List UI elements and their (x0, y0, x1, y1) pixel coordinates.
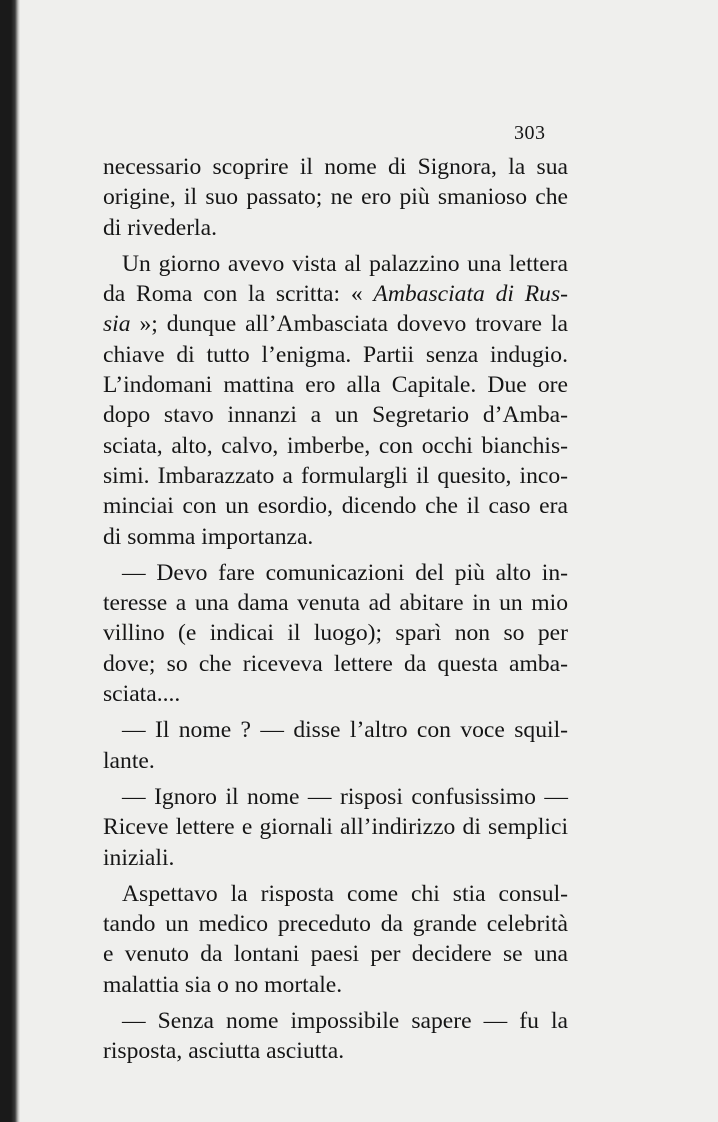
text-line: Riceve lettere e giornali all’indirizzo di semplici (103, 814, 568, 841)
text-segment: da Roma con la scritta: « (103, 281, 363, 308)
paragraph (103, 879, 568, 1000)
paragraph (103, 782, 568, 873)
paragraph (103, 1006, 568, 1067)
text-line: Un giorno avevo vista al palazzino una lettera (122, 250, 568, 277)
text-line: malattia sia o no mortale. (103, 971, 343, 998)
text-line: e venuto da lontani paesi per decidere se una (103, 941, 568, 968)
paragraph (103, 152, 568, 243)
text-line: teresse a una dama venuta ad abitare in un mio (103, 590, 568, 617)
text-line: risposta, asciutta asciutta. (103, 1038, 345, 1065)
text-line: L’indomani mattina ero alla Capitale. Due ore (103, 372, 568, 399)
paragraph (103, 249, 568, 552)
paragraph (103, 715, 568, 776)
text-line: di rivederla. (103, 214, 217, 241)
text-line: — Devo fare comunicazioni del più alto in- (122, 559, 568, 586)
text-line: dove; so che riceveva lettere da questa amba- (103, 650, 568, 677)
text-line (103, 309, 568, 339)
text-line: chiave di tutto l’enigma. Partii senza indugio. (103, 341, 568, 368)
page-number: 303 (514, 122, 546, 144)
page-binding-edge (0, 0, 20, 1122)
text-line: lante. (103, 747, 155, 774)
text-line: dopo stavo innanzi a un Segretario d’Amba- (103, 402, 568, 429)
text-line: Aspettavo la risposta come chi stia consul- (122, 880, 568, 907)
text-line (103, 279, 568, 309)
text-line: iniziali. (103, 844, 175, 871)
text-line: tando un medico preceduto da grande celebrità (103, 911, 568, 938)
text-line: sciata.... (103, 681, 181, 708)
text-line: origine, il suo passato; ne ero più smanioso che (103, 184, 568, 211)
text-line: necessario scoprire il nome di Signora, la sua (103, 154, 568, 180)
body-text (103, 152, 568, 1073)
text-line: minciai con un esordio, dicendo che il caso era (103, 493, 568, 520)
paragraph (103, 558, 568, 709)
text-line: villino (e indicai il luogo); sparì non so per (103, 620, 568, 647)
italic-segment: Ambasciata di Rus- (373, 281, 568, 308)
text-line: — Il nome ? — disse l’altro con voce squil- (122, 717, 568, 744)
text-line: — Senza nome impossibile sapere — fu la (122, 1008, 568, 1035)
text-line: simi. Imbarazzato a formulargli il quesito, inco- (103, 462, 568, 489)
text-segment: »; dunque all’Ambasciata dovevo trovare la (139, 311, 568, 338)
text-line: — Ignoro il nome — risposi confusissimo — (122, 783, 568, 810)
italic-segment: sia (103, 311, 131, 338)
text-line: sciata, alto, calvo, imberbe, con occhi bianchis- (103, 432, 568, 459)
text-line: di somma importanza. (103, 523, 314, 550)
